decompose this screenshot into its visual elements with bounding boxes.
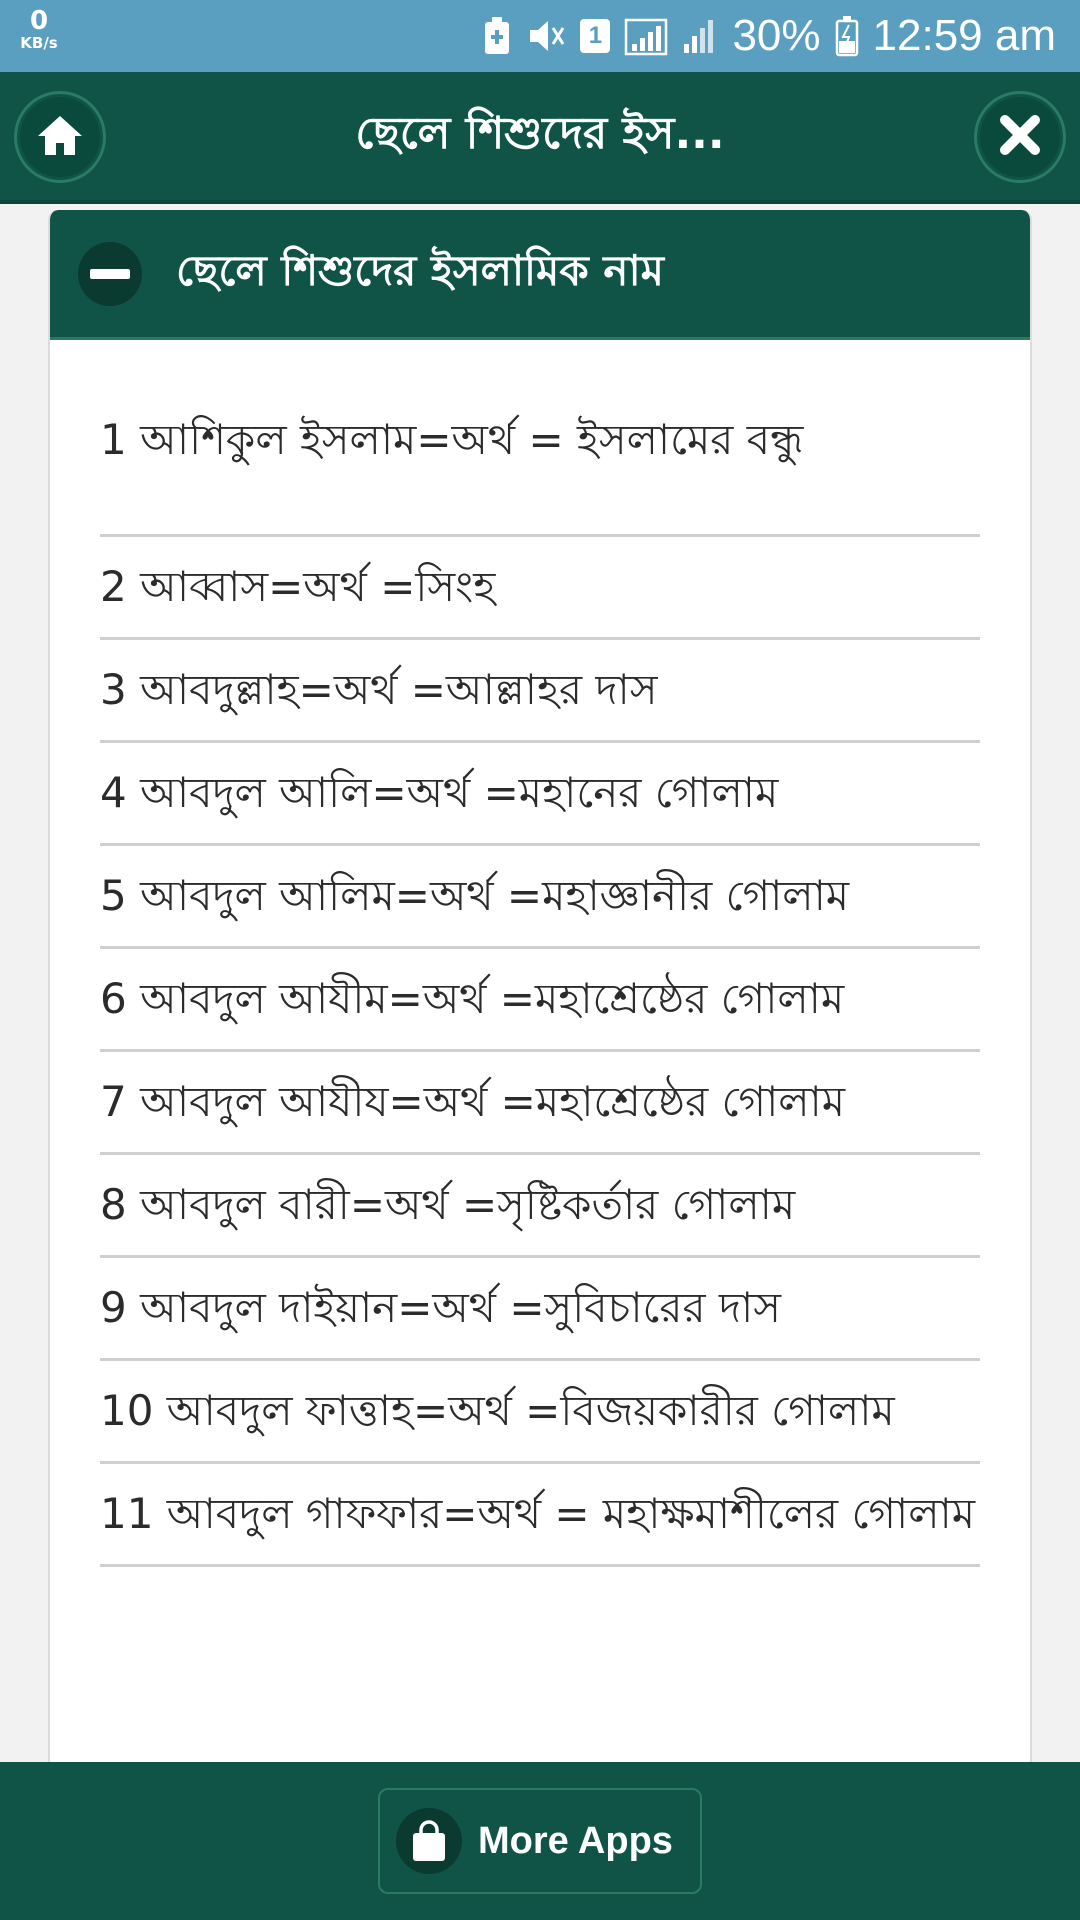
network-speed-unit: KB/s bbox=[20, 34, 58, 52]
list-item: 4 আবদুল আলি=অর্থ =মহানের গোলাম bbox=[100, 743, 980, 846]
more-apps-button[interactable] bbox=[378, 1788, 702, 1894]
section-header[interactable] bbox=[48, 210, 1032, 340]
app-title: ছেলে শিশুদের ইস... bbox=[355, 107, 725, 159]
network-speed bbox=[14, 8, 64, 51]
list-item: 9 আবদুল দাইয়ান=অর্থ =সুবিচারের দাস bbox=[100, 1258, 980, 1361]
list-item: 6 আবদুল আযীম=অর্থ =মহাশ্রেষ্ঠের গোলাম bbox=[100, 949, 980, 1052]
shopping-bag-icon bbox=[396, 1808, 462, 1874]
home-icon bbox=[36, 113, 84, 161]
minus-icon[interactable] bbox=[78, 242, 142, 306]
vibrate-icon bbox=[526, 16, 566, 56]
more-apps-label: More Apps bbox=[478, 1819, 673, 1862]
signal-icon bbox=[624, 16, 668, 56]
close-icon bbox=[997, 112, 1043, 162]
names-list bbox=[100, 340, 980, 1567]
list-item: 7 আবদুল আযীয=অর্থ =মহাশ্রেষ্ঠের গোলাম bbox=[100, 1052, 980, 1155]
section-title: ছেলে শিশুদের ইসলামিক নাম bbox=[176, 246, 664, 295]
list-item: 2 আব্বাস=অর্থ =সিংহ bbox=[100, 537, 980, 640]
home-button[interactable] bbox=[14, 91, 106, 183]
list-item: 11 আবদুল গাফফার=অর্থ = মহাক্ষমাশীলের গোলাম bbox=[100, 1464, 980, 1567]
signal-weak-icon bbox=[682, 16, 718, 56]
status-icons bbox=[482, 0, 1056, 72]
list-item: 3 আবদুল্লাহ=অর্থ =আল্লাহর দাস bbox=[100, 640, 980, 743]
sim-icon: 1 bbox=[580, 19, 610, 53]
list-item: 5 আবদুল আলিম=অর্থ =মহাজ্ঞানীর গোলাম bbox=[100, 846, 980, 949]
list-item: 10 আবদুল ফাত্তাহ=অর্থ =বিজয়কারীর গোলাম bbox=[100, 1361, 980, 1464]
names-panel bbox=[48, 210, 1032, 1770]
battery-icon bbox=[835, 15, 859, 57]
close-button[interactable] bbox=[974, 91, 1066, 183]
battery-saver-icon bbox=[482, 16, 512, 56]
battery-percent: 30% bbox=[732, 11, 821, 60]
clock: 12:59 am bbox=[872, 11, 1056, 60]
status-bar bbox=[0, 0, 1080, 72]
network-speed-value: 0 bbox=[29, 6, 49, 36]
list-item: 8 আবদুল বারী=অর্থ =সৃষ্টিকর্তার গোলাম bbox=[100, 1155, 980, 1258]
list-item: 1 আশিকুল ইসলাম=অর্থ = ইসলামের বন্ধু bbox=[100, 340, 980, 537]
bottom-bar bbox=[0, 1762, 1080, 1920]
app-bar bbox=[0, 72, 1080, 204]
